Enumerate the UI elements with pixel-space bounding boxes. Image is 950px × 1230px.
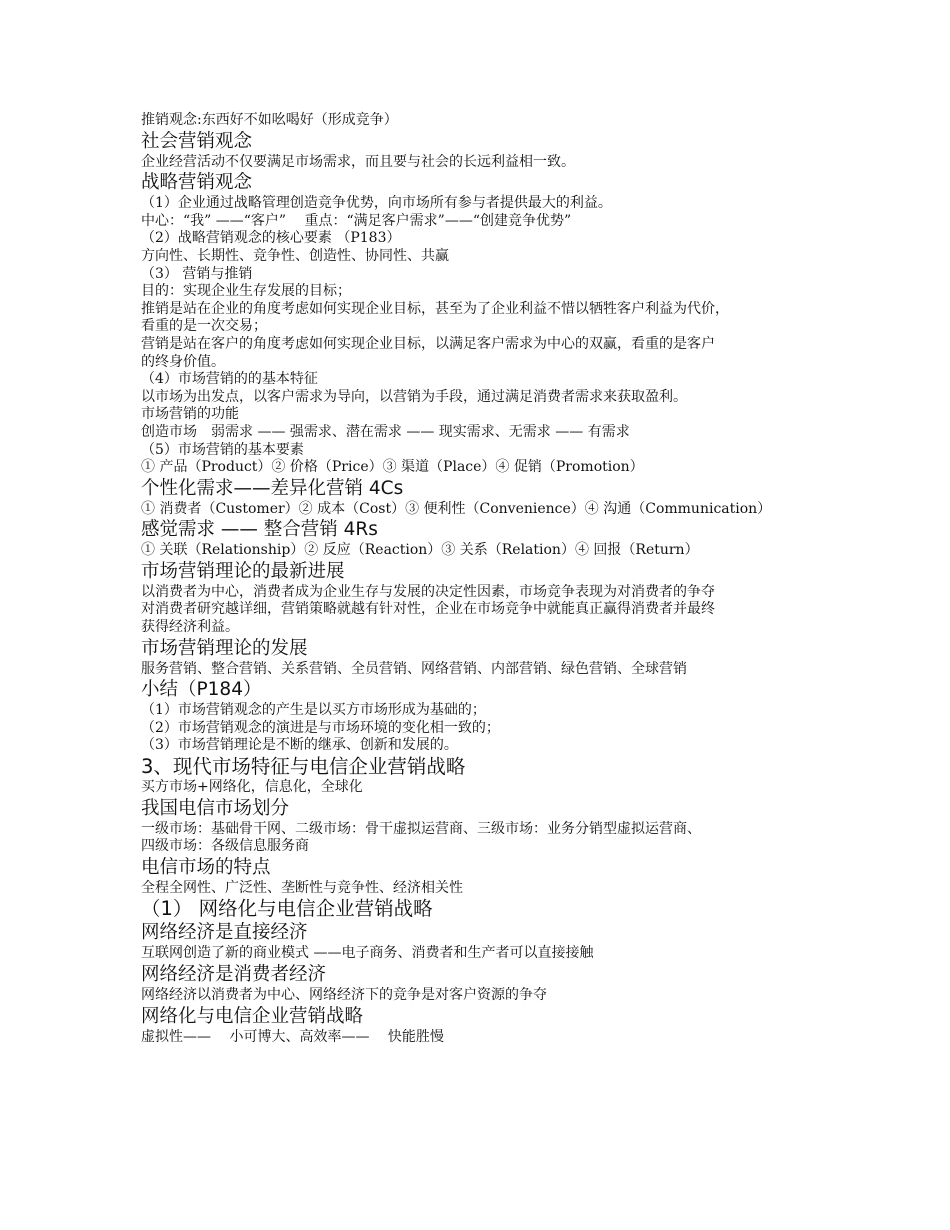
document-body — [141, 112, 831, 1046]
section-heading: 市场营销理论的发展 — [141, 637, 308, 659]
body-text: 对消费者研究越详细，营销策略就越有针对性，企业在市场竞争中就能真正赢得消费者并最终 — [141, 601, 715, 618]
body-text: ① 产品（Product）② 价格（Price）③ 渠道（Place）④ 促销（Promotion） — [141, 459, 644, 476]
section-heading: 社会营销观念 — [141, 130, 253, 152]
body-text: 中心：“我” ——“客户” 重点：“满足客户需求”——“创建竞争优势” — [141, 212, 572, 229]
body-text: 全程全网性、广泛性、垄断性与竞争性、经济相关性 — [141, 879, 463, 896]
body-text: 一级市场：基础骨干网、二级市场：骨干虚拟运营商、三级市场：业务分销型虚拟运营商、 — [141, 820, 701, 837]
body-text: （2）战略营销观念的核心要素 （P183） — [141, 230, 401, 247]
section-heading: 电信市场的特点 — [141, 856, 271, 878]
body-text: ① 消费者（Customer）② 成本（Cost）③ 便利性（Convenience）④ 沟通（Communication） — [141, 500, 772, 517]
body-text: 网络经济以消费者为中心、网络经济下的竞争是对客户资源的争夺 — [141, 987, 547, 1003]
body-text: 互联网创造了新的商业模式 ——电子商务、消费者和生产者可以直接接触 — [141, 945, 594, 962]
body-text: （5）市场营销的基本要素 — [141, 441, 304, 458]
section-heading: 网络经济是消费者经济 — [141, 964, 327, 985]
section-heading: 个性化需求——差异化营销 4Cs — [141, 477, 404, 499]
body-text: （4）市场营销的的基本特征 — [141, 371, 318, 388]
section-heading: 网络化与电信企业营销战略 — [141, 1005, 364, 1027]
body-text: 目的：实现企业生存发展的目标； — [141, 283, 351, 300]
body-text: 四级市场：各级信息服务商 — [141, 838, 309, 855]
body-text: 推销观念:东西好不如吆喝好（形成竞争） — [141, 112, 398, 128]
section-heading: 网络经济是直接经济 — [141, 922, 308, 944]
body-text: 创造市场 弱需求 —— 强需求、潜在需求 —— 现实需求、无需求 —— 有需求 — [141, 423, 630, 440]
body-text: （2）市场营销观念的演进是与市场环境的变化相一致的； — [141, 719, 500, 736]
body-text: 市场营销的功能 — [141, 406, 239, 423]
section-heading: 感觉需求 —— 整合营销 4Rs — [141, 519, 378, 541]
body-text: ① 关联（Relationship）② 反应（Reaction）③ 关系（Relation）④ 回报（Return） — [141, 542, 699, 559]
body-text: 虚拟性—— 小可博大、高效率—— 快能胜慢 — [141, 1028, 444, 1045]
body-text: 获得经济利益。 — [141, 619, 239, 636]
body-text: 的终身价值。 — [141, 353, 225, 370]
section-heading: 战略营销观念 — [141, 172, 253, 194]
section-heading: 我国电信市场划分 — [141, 797, 290, 819]
body-text: 以市场为出发点，以客户需求为导向，以营销为手段，通过满足消费者需求来获取盈利。 — [141, 388, 687, 405]
body-text: （1）企业通过战略管理创造竞争优势，向市场所有参与者提供最大的利益。 — [141, 195, 612, 212]
section-heading: 市场营销理论的最新进展 — [141, 560, 345, 582]
section-heading: 3、现代市场特征与电信企业营销战略 — [141, 755, 466, 779]
body-text: 方向性、长期性、竞争性、创造性、协同性、共赢 — [141, 247, 449, 264]
body-text: 看重的是一次交易； — [141, 318, 267, 335]
section-heading: （1） 网络化与电信企业营销战略 — [141, 897, 433, 921]
body-text: 推销是站在企业的角度考虑如何实现企业目标，甚至为了企业利益不惜以牺牲客户利益为代价， — [141, 300, 729, 317]
body-text: 服务营销、整合营销、关系营销、全员营销、网络营销、内部营销、绿色营销、全球营销 — [141, 660, 687, 677]
section-heading: 小结（P184） — [141, 679, 262, 701]
body-text: 以消费者为中心，消费者成为企业生存与发展的决定性因素，市场竞争表现为对消费者的争夺 — [141, 583, 715, 600]
body-text: 营销是站在客户的角度考虑如何实现企业目标，以满足客户需求为中心的双赢，看重的是客户 — [141, 335, 715, 352]
body-text: （1）市场营销观念的产生是以买方市场形成为基础的； — [141, 702, 486, 719]
body-text: （3） 营销与推销 — [141, 265, 253, 282]
body-text: 买方市场+网络化，信息化，全球化 — [141, 779, 363, 796]
body-text: （3）市场营销理论是不断的继承、创新和发展的。 — [141, 737, 458, 754]
body-text: 企业经营活动不仅要满足市场需求，而且要与社会的长远利益相一致。 — [141, 153, 575, 170]
